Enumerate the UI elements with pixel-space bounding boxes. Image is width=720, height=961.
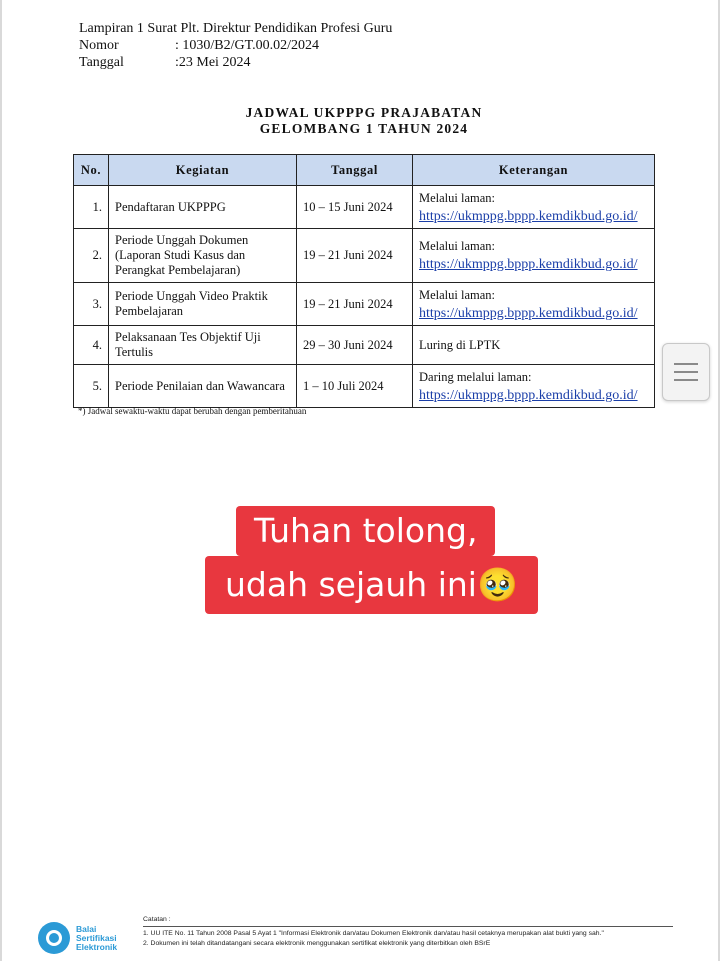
ukmppg-link[interactable]: https://ukmppg.bppp.kemdikbud.go.id/ bbox=[419, 305, 638, 321]
tanggal-row bbox=[79, 54, 392, 71]
table-row bbox=[74, 229, 655, 283]
table-row bbox=[74, 186, 655, 229]
menu-lines-icon bbox=[674, 363, 698, 365]
ukmppg-link[interactable]: https://ukmppg.bppp.kemdikbud.go.id/ bbox=[419, 257, 638, 272]
tanggal-value: :23 Mei 2024 bbox=[175, 55, 251, 70]
catatan-title: Catatan : bbox=[143, 915, 673, 927]
keterangan-label: Melalui laman: bbox=[419, 287, 496, 302]
table-header-row bbox=[74, 155, 655, 186]
row-no: 5. bbox=[74, 365, 109, 408]
row-keterangan bbox=[413, 283, 655, 326]
bsre-logo bbox=[38, 922, 117, 954]
row-kegiatan: Pelaksanaan Tes Objektif Uji Tertulis bbox=[109, 326, 297, 365]
col-header-tanggal: Tanggal bbox=[297, 155, 413, 186]
row-no: 1. bbox=[74, 186, 109, 229]
row-kegiatan: Periode Penilaian dan Wawancara bbox=[109, 365, 297, 408]
row-no: 4. bbox=[74, 326, 109, 365]
catatan-item-2: 2. Dokumen ini telah ditandatangani secara elektronik menggunakan sertifikat elektronik yang diterbitkan oleh BSrE bbox=[143, 940, 491, 947]
overlay-caption-line-2: udah sejauh ini🥹 bbox=[205, 556, 538, 614]
page-edge-left bbox=[0, 0, 2, 961]
bsre-logo-icon bbox=[38, 922, 70, 954]
menu-line bbox=[674, 379, 698, 381]
row-kegiatan: Pendaftaran UKPPPG bbox=[109, 186, 297, 229]
overlay-caption-line-1: Tuhan tolong, bbox=[236, 506, 495, 556]
nomor-label: Nomor bbox=[79, 38, 119, 53]
row-kegiatan: Periode Unggah Dokumen (Laporan Studi Kasus dan Perangkat Pembelajaran) bbox=[109, 229, 297, 283]
col-header-no: No. bbox=[74, 155, 109, 186]
col-header-kegiatan: Kegiatan bbox=[109, 155, 297, 186]
row-tanggal: 19 – 21 Juni 2024 bbox=[297, 229, 413, 283]
side-menu-button[interactable] bbox=[662, 343, 710, 401]
bsre-logo-text bbox=[76, 925, 117, 952]
table-row bbox=[74, 326, 655, 365]
document-title bbox=[0, 105, 720, 137]
keterangan-label: Melalui laman: bbox=[419, 190, 496, 205]
keterangan-label: Daring melalui laman: bbox=[419, 369, 532, 384]
table-footnote: *) Jadwal sewaktu-waktu dapat berubah dengan pemberitahuan bbox=[78, 406, 307, 416]
title-line-2: GELOMBANG 1 TAHUN 2024 bbox=[259, 121, 469, 136]
row-tanggal: 10 – 15 Juni 2024 bbox=[297, 186, 413, 229]
keterangan-label: Luring di LPTK bbox=[419, 337, 501, 352]
row-kegiatan: Periode Unggah Video Praktik Pembelajaran bbox=[109, 283, 297, 326]
row-tanggal: 19 – 21 Juni 2024 bbox=[297, 283, 413, 326]
table-row bbox=[74, 365, 655, 408]
row-keterangan bbox=[413, 186, 655, 229]
footer-notes bbox=[143, 915, 673, 949]
menu-line bbox=[674, 371, 698, 373]
logo-text-line: Elektronik bbox=[76, 941, 118, 952]
row-no: 2. bbox=[74, 229, 109, 283]
col-header-keterangan: Keterangan bbox=[413, 155, 655, 186]
table-row bbox=[74, 283, 655, 326]
row-keterangan bbox=[413, 229, 655, 283]
attachment-line: Lampiran 1 Surat Plt. Direktur Pendidikan Profesi Guru bbox=[79, 21, 393, 36]
schedule-table bbox=[73, 154, 655, 408]
tanggal-label: Tanggal bbox=[79, 55, 124, 70]
row-keterangan bbox=[413, 326, 655, 365]
logo-text-line: Balai bbox=[76, 923, 97, 934]
row-tanggal: 1 – 10 Juli 2024 bbox=[297, 365, 413, 408]
row-keterangan bbox=[413, 365, 655, 408]
row-no: 3. bbox=[74, 283, 109, 326]
keterangan-label: Melalui laman: bbox=[419, 239, 496, 253]
catatan-item-1: 1. UU ITE No. 11 Tahun 2008 Pasal 5 Ayat 1 "Informasi Elektronik dan/atau Dokumen Elektronik dan/atau hasil cetaknya merupakan alat bukti yang sah." bbox=[143, 930, 604, 937]
ukmppg-link[interactable]: https://ukmppg.bppp.kemdikbud.go.id/ bbox=[419, 208, 638, 224]
row-tanggal: 29 – 30 Juni 2024 bbox=[297, 326, 413, 365]
ukmppg-link[interactable]: https://ukmppg.bppp.kemdikbud.go.id/ bbox=[419, 387, 638, 403]
letter-header bbox=[79, 20, 392, 71]
logo-text-line: Sertifikasi bbox=[76, 932, 117, 943]
title-line-1: JADWAL UKPPPG PRAJABATAN bbox=[245, 105, 483, 120]
nomor-value: : 1030/B2/GT.00.02/2024 bbox=[175, 38, 320, 53]
nomor-row bbox=[79, 37, 392, 54]
